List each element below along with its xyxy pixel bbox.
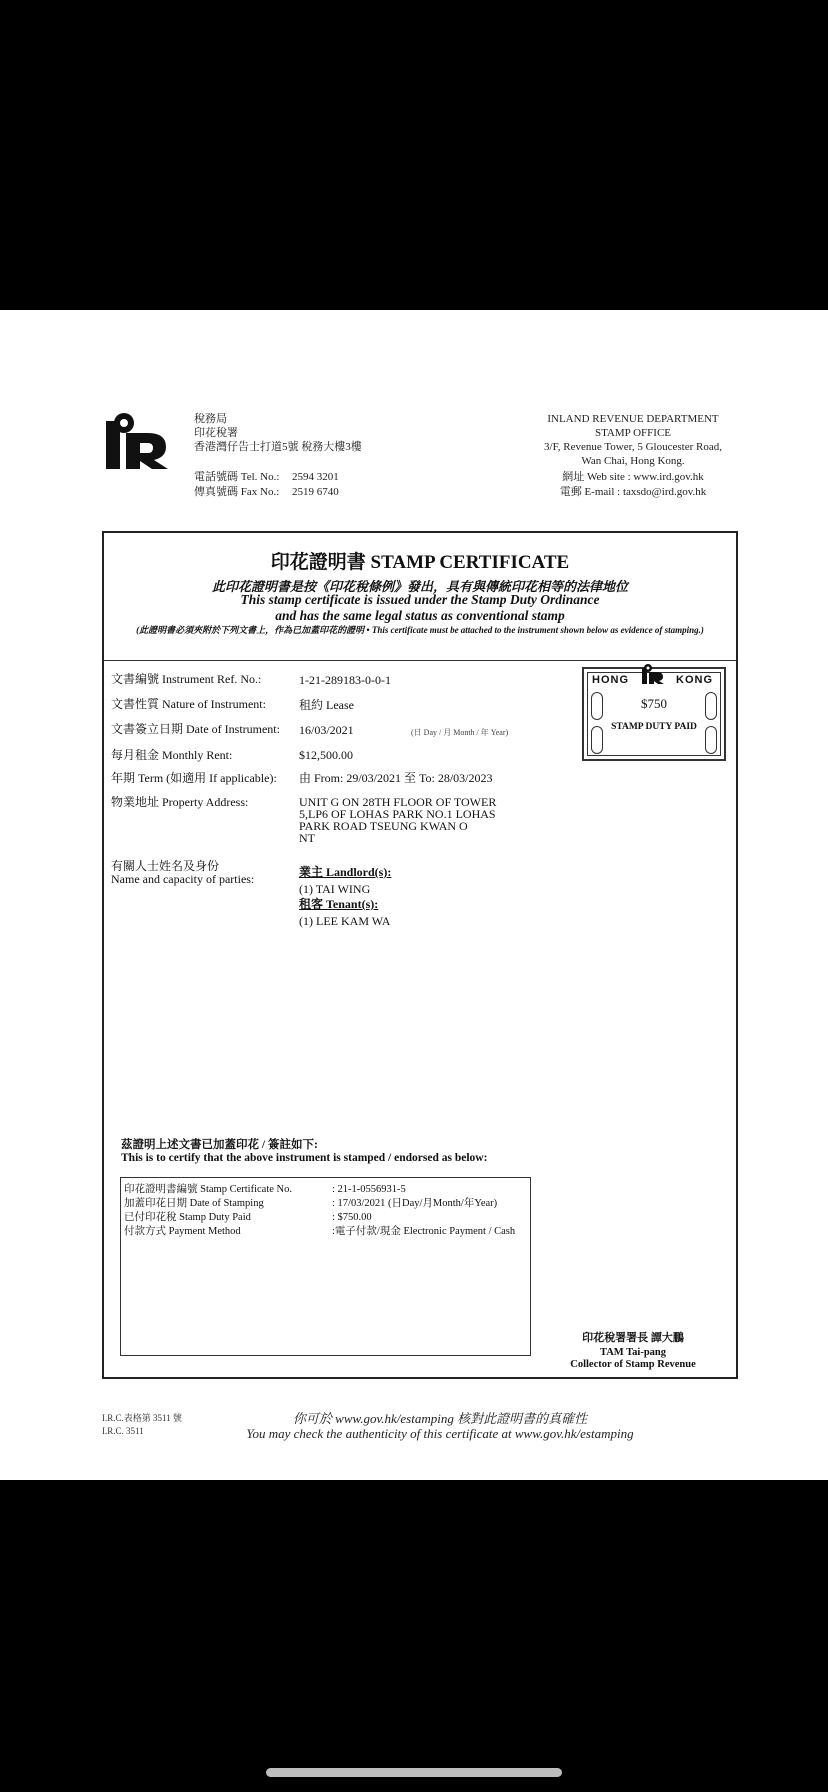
stamp-hong: HONG	[592, 674, 629, 686]
address-line-3: PARK ROAD TSEUNG KWAN O	[299, 819, 468, 833]
stamp-cert-no-label: 印花證明書編號 Stamp Certificate No.	[124, 1184, 292, 1195]
ird-logo	[106, 411, 168, 469]
term-value: 由 From: 29/03/2021 至 To: 28/03/2023	[299, 771, 493, 785]
form-code-en: I.R.C. 3511	[102, 1426, 144, 1436]
date-value: 16/03/2021	[299, 723, 354, 737]
payment-method-label: 付款方式 Payment Method	[124, 1226, 241, 1237]
date-hint: (日 Day / 月 Month / 年 Year)	[411, 728, 509, 737]
stamp-amount: $750	[641, 696, 667, 711]
authenticity-prefix-en: You may check the authenticity of this certificate at	[246, 1426, 512, 1441]
rent-value: $12,500.00	[299, 748, 353, 762]
address-line-1: UNIT G ON 28TH FLOOR OF TOWER	[299, 795, 497, 809]
stamp-ird-logo	[642, 664, 664, 684]
term-label: 年期 Term (如適用 If applicable):	[111, 771, 277, 785]
certificate-subtitle-zh: 此印花證明書是按《印花稅條例》發出，具有與傳統印花相等的法律地位	[211, 579, 628, 594]
dept-name-en: INLAND REVENUE DEPARTMENT	[547, 413, 719, 425]
address-line-4: NT	[299, 831, 315, 845]
form-code-zh: I.R.C.表格第 3511 號	[102, 1413, 182, 1423]
certify-text-zh: 茲證明上述文書已加蓋印花 / 簽註如下:	[121, 1139, 318, 1151]
ref-label: 文書編號 Instrument Ref. No.:	[111, 672, 262, 686]
address-label: 物業地址 Property Address:	[111, 795, 249, 809]
duty-paid-value: : $750.00	[332, 1212, 372, 1223]
tenant-name: (1) LEE KAM WA	[299, 914, 391, 928]
date-label: 文書簽立日期 Date of Instrument:	[111, 722, 280, 736]
tel-number: 2594 3201	[292, 471, 339, 483]
parties-label-zh: 有關人士姓名及身份	[111, 859, 220, 873]
tel-label: 電話號碼 Tel. No.:	[194, 471, 280, 483]
stamp-kong: KONG	[676, 674, 713, 686]
address-zh: 香港灣仔告士打道5號 稅務大樓3樓	[194, 441, 362, 453]
certify-text-en: This is to certify that the above instrument is stamped / endorsed as below:	[121, 1152, 488, 1164]
nature-value: 租約 Lease	[299, 698, 354, 712]
signature-title-en: Collector of Stamp Revenue	[570, 1359, 696, 1370]
payment-method-value: :電子付款/現金 Electronic Payment / Cash	[332, 1226, 516, 1237]
home-indicator[interactable]	[266, 1768, 562, 1777]
office-name-zh: 印花稅署	[194, 427, 238, 439]
date-stamping-value: : 17/03/2021 (日Day/月Month/年Year)	[332, 1198, 498, 1209]
dept-name-zh: 稅務局	[194, 413, 227, 425]
nature-label: 文書性質 Nature of Instrument:	[111, 697, 266, 711]
landlord-name: (1) TAI WING	[299, 882, 371, 896]
estamping-link-zh[interactable]: www.gov.hk/estamping	[335, 1411, 454, 1426]
parties-label-en: Name and capacity of parties:	[111, 872, 255, 886]
header-divider	[103, 660, 737, 661]
stamp-paid-label: STAMP DUTY PAID	[611, 722, 697, 732]
landlord-heading: 業主 Landlord(s):	[299, 865, 392, 879]
certificate-subtitle-en-2: and has the same legal status as conventional stamp	[275, 608, 565, 623]
rent-label: 每月租金 Monthly Rent:	[111, 748, 233, 762]
signature-name: TAM Tai-pang	[599, 1347, 667, 1358]
certificate-title: 印花證明書 STAMP CERTIFICATE	[270, 552, 570, 573]
estamping-link-en[interactable]: www.gov.hk/estamping	[514, 1426, 634, 1441]
duty-paid-label: 已付印花稅 Stamp Duty Paid	[124, 1212, 251, 1223]
address-en-2: Wan Chai, Hong Kong.	[581, 455, 685, 467]
signature-title-zh: 印花稅署署長 譚大鵬	[582, 1332, 684, 1344]
office-name-en: STAMP OFFICE	[594, 427, 672, 439]
authenticity-prefix-zh: 你可於	[292, 1411, 332, 1426]
certificate-note: (此證明書必須夾附於下列文書上，作為已加蓋印花的證明 • This certificate must be attached to the instrument shown below as evidence of stamping.)	[136, 625, 704, 635]
ref-value: 1-21-289183-0-0-1	[299, 673, 391, 687]
date-stamping-label: 加蓋印花日期 Date of Stamping	[124, 1198, 264, 1209]
authenticity-suffix-zh: 核對此證明書的真確性	[457, 1411, 588, 1426]
authenticity-note-en	[150, 1426, 730, 1442]
fax-label: 傳真號碼 Fax No.:	[194, 486, 280, 498]
tenant-heading: 租客 Tenant(s):	[299, 897, 379, 911]
address-line-2: 5,LP6 OF LOHAS PARK NO.1 LOHAS	[299, 807, 496, 821]
stamp-cert-no-value: : 21-1-0556931-5	[332, 1184, 406, 1195]
fax-number: 2519 6740	[292, 486, 339, 498]
email: 電郵 E-mail : taxsdo@ird.gov.hk	[559, 486, 707, 498]
website: 網址 Web site : www.ird.gov.hk	[562, 471, 704, 483]
address-en-1: 3/F, Revenue Tower, 5 Gloucester Road,	[544, 441, 722, 453]
certificate-subtitle-en-1: This stamp certificate is issued under the Stamp Duty Ordinance	[240, 592, 600, 607]
authenticity-note-zh	[150, 1408, 730, 1427]
